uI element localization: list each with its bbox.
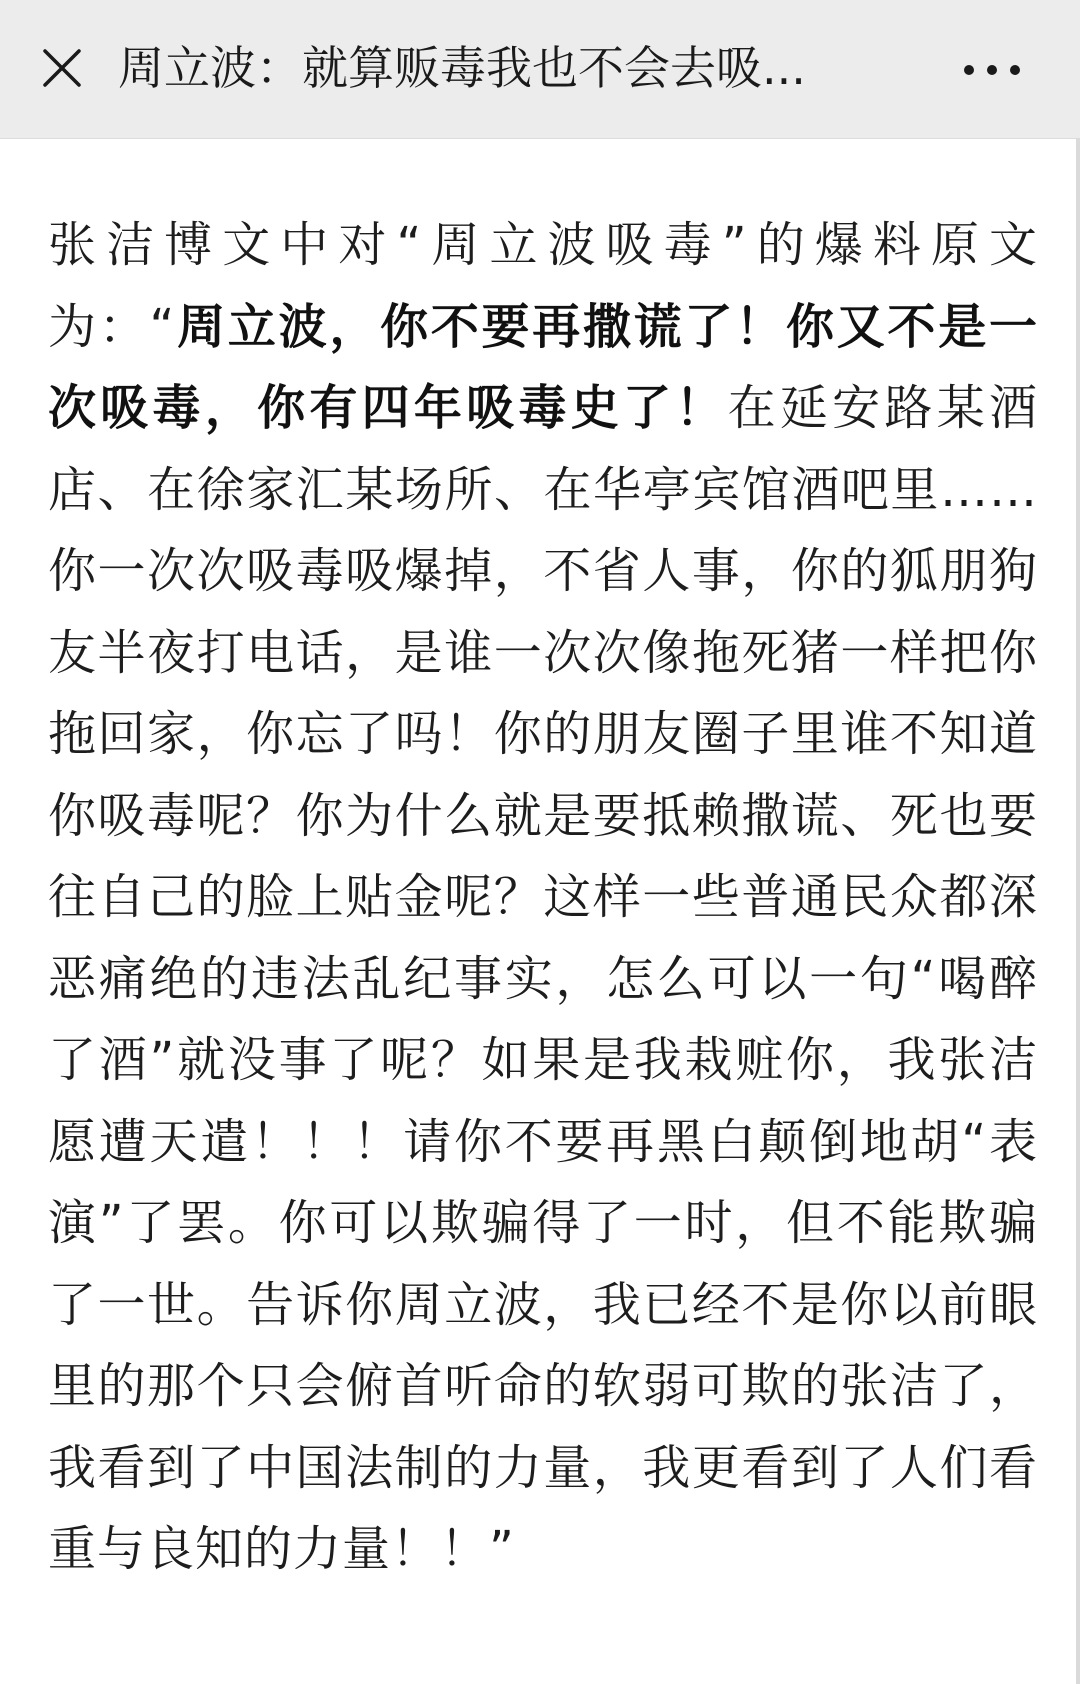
article-body: [48, 205, 1038, 1591]
more-button[interactable]: [944, 40, 1052, 100]
top-bar: [0, 0, 1080, 139]
close-button[interactable]: [26, 32, 98, 104]
article-text: 在延安路某酒店、在徐家汇某场所、在华亭宾馆酒吧里……你一次次吸毒吸爆掉，不省人事，你的狐朋狗友半夜打电话，是谁一次次像拖死猪一样把你拖回家，你忘了吗！你的朋友圈子里谁不知道你吸毒呢？你为什么就是要抵赖撒谎、死也要往自己的脸上贴金呢？这样一些普通民众都深恶痛绝的违法乱纪事实，怎么可以一句“喝醉了酒”就没事了呢？如果是我栽赃你，我张洁愿遭天遣！！！请你不要再黑白颠倒地胡“表演”了罢。你可以欺骗得了一时，但不能欺骗了一世。告诉你周立波，我已经不是你以前眼里的那个只会俯首听命的软弱可欺的张洁了，我看到了中国法制的力量，我更看到了人们看重与良知的力量！！”: [48, 380, 1038, 1577]
more-horizontal-icon: [1010, 65, 1020, 75]
scroll-edge: [1076, 138, 1080, 1684]
page-title: 周立波：就算贩毒我也不会去吸...: [118, 41, 806, 95]
article-bold-quote: 周立波，你不要再撒谎了！你又不是一次吸毒，你有四年吸毒史了！: [48, 298, 1038, 436]
close-icon: [42, 48, 82, 88]
article-intro: 张洁博文中对“周立波吸毒”的爆料原文为：“: [48, 217, 1038, 355]
more-horizontal-icon: [987, 65, 997, 75]
more-horizontal-icon: [964, 65, 974, 75]
